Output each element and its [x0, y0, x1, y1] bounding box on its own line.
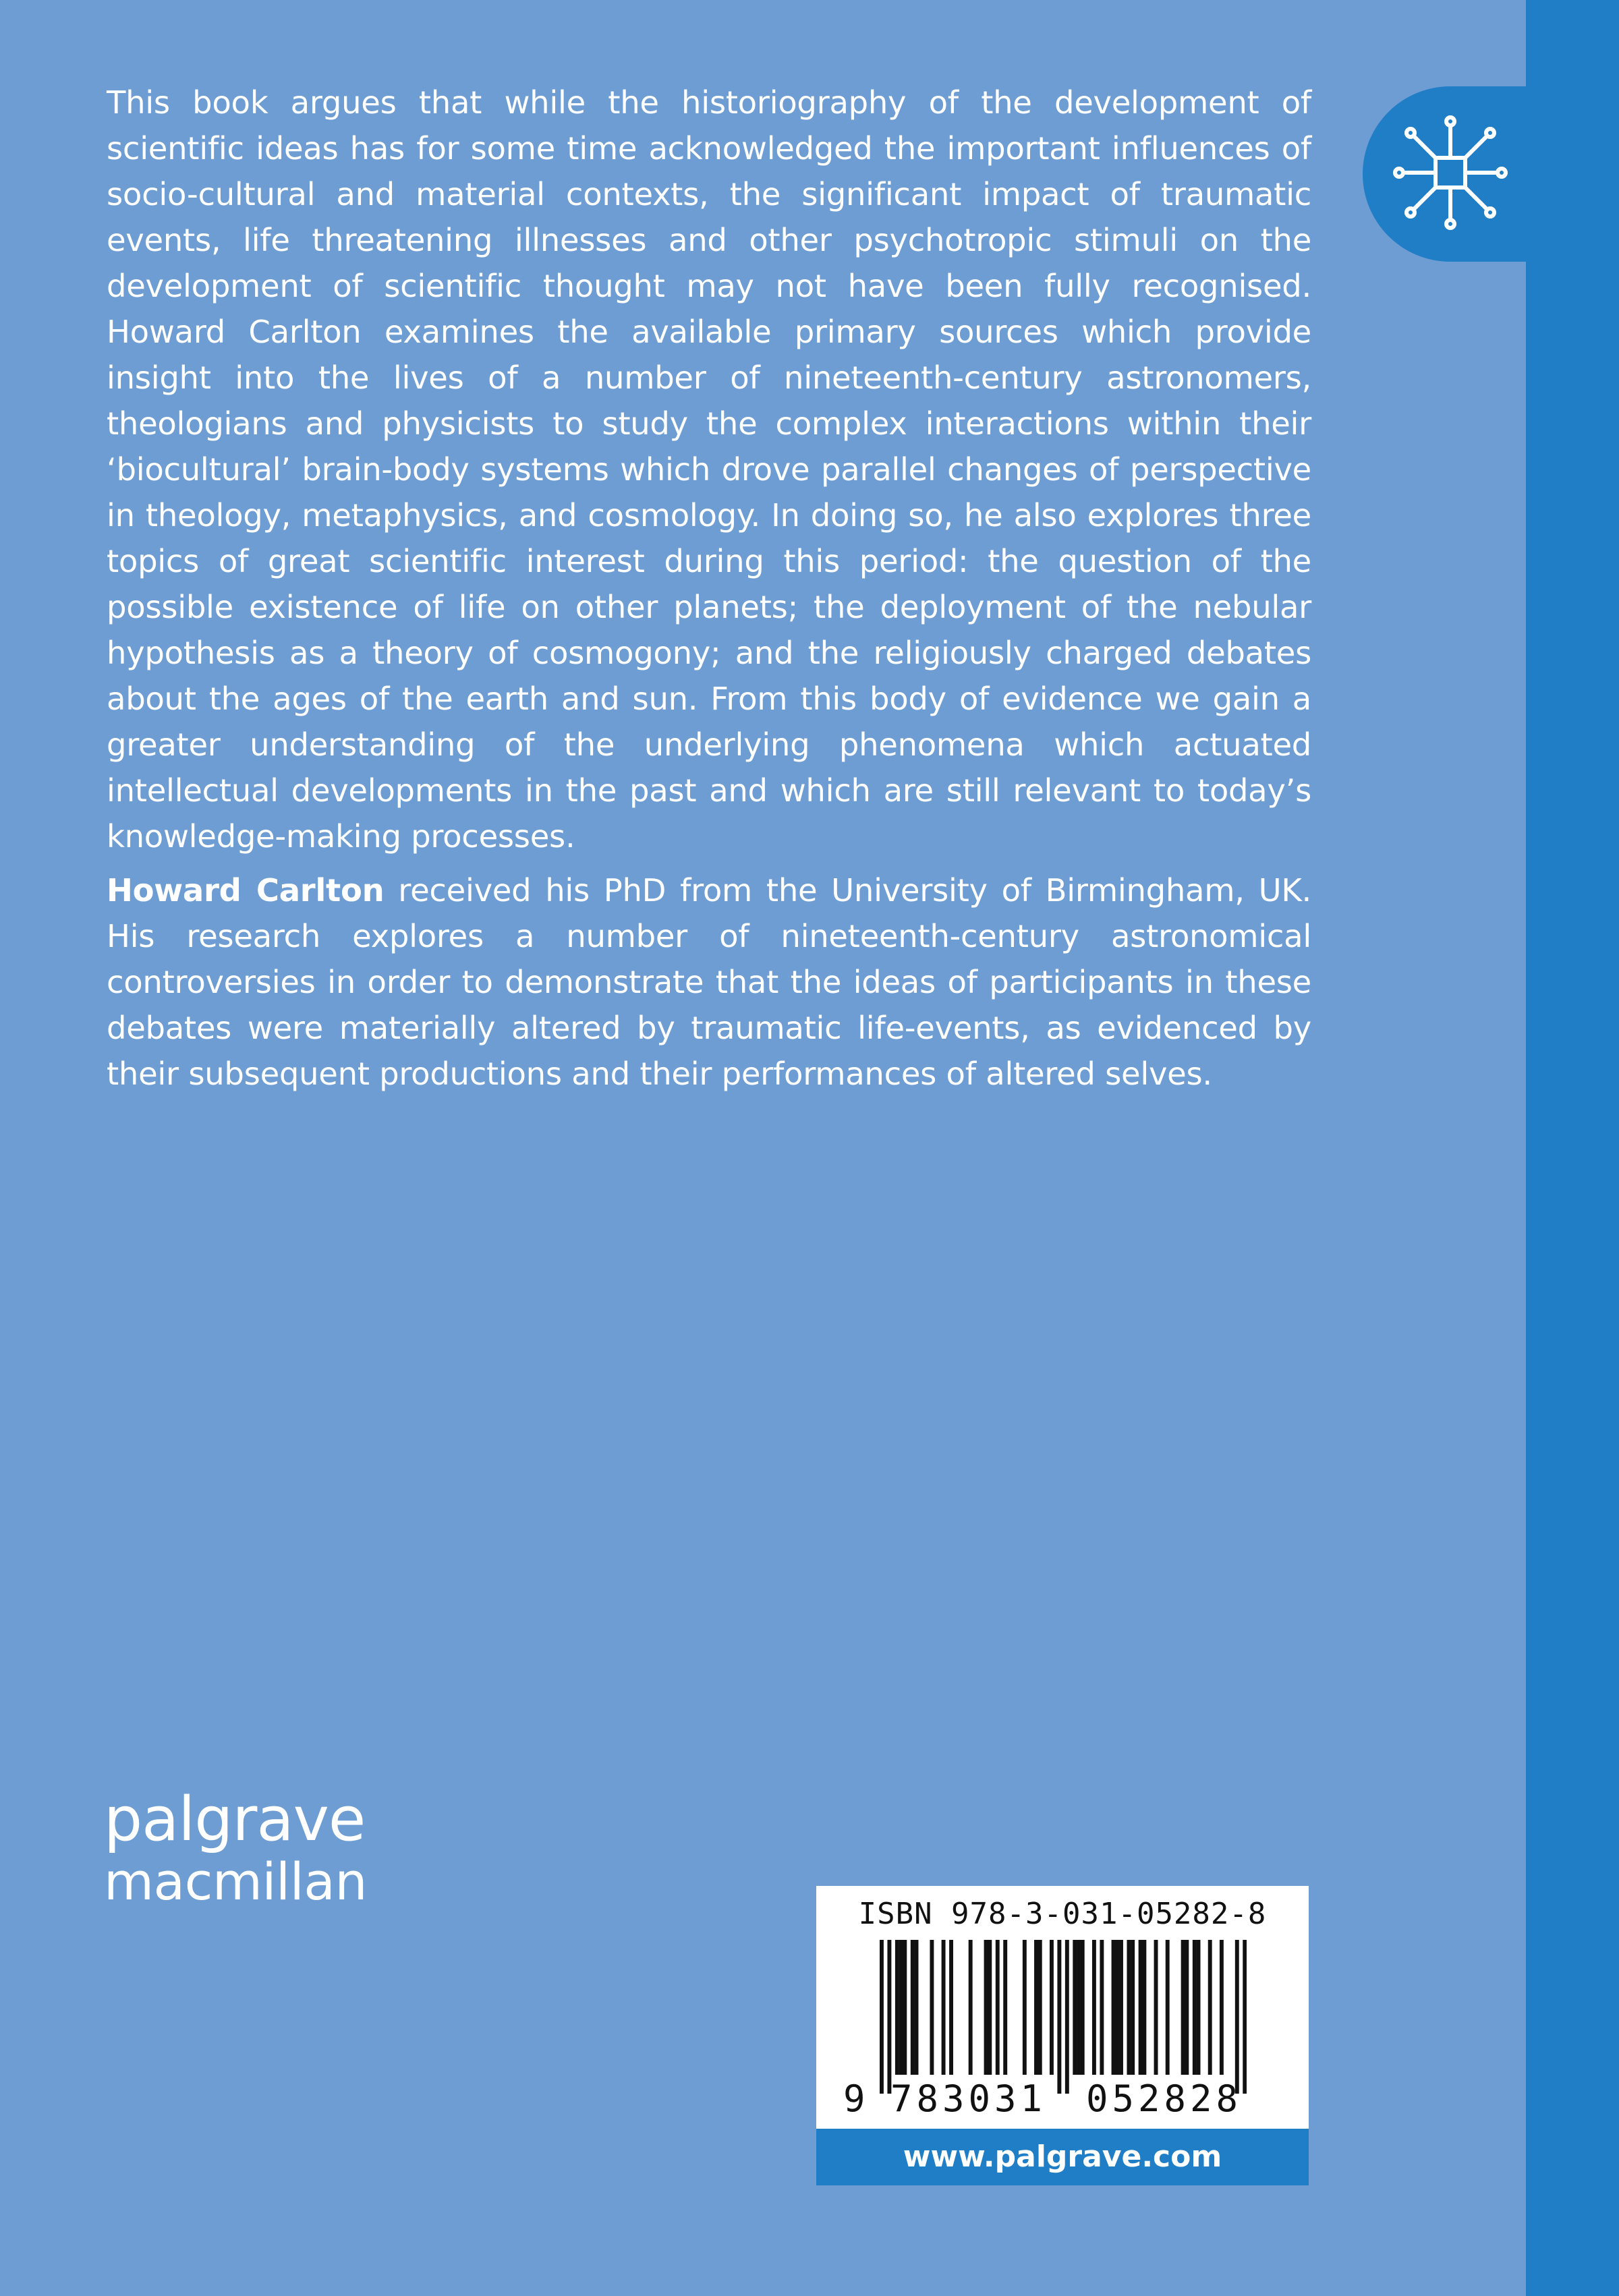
barcode-bar	[895, 1940, 899, 2075]
barcode-bar	[1181, 1940, 1185, 2075]
barcode-bar	[1023, 1940, 1027, 2075]
barcode-bar	[1081, 1940, 1085, 2075]
barcode-bar	[1220, 1940, 1224, 2075]
barcode-bar	[1243, 1940, 1247, 2094]
barcode-bar	[942, 1940, 946, 2075]
barcode-bar	[915, 1940, 919, 2075]
isbn-barcode-box	[816, 1886, 1309, 2129]
barcode-bar	[1166, 1940, 1170, 2075]
barcode-bar	[1139, 1940, 1143, 2075]
barcode-bar	[988, 1940, 992, 2075]
publisher-name-line2: macmillan	[104, 1852, 368, 1912]
barcode-bar	[1127, 1940, 1131, 2075]
book-blurb: This book argues that while the historiography of the development of scientific ideas has for some time acknowledged the important influences of socio-cultural and material contexts, the significant impact of traumatic events, life threatening illnesses and other psychotropic stimuli on the development of scientific thought may not have been fully recognised. Howard Carlton examines the available primary sources which provide insight into the lives of a number of nineteenth-century astronomers, theologians and physicists to study the complex interactions within their ‘biocultural’ brain-body systems which drove parallel changes of perspective in theology, metaphysics, and cosmology. In doing so, he also explores three topics of great scientific interest during this period: the question of the possible existence of life on other planets; the deployment of the nebular hypothesis as a theory of cosmogony; and the religiously charged debates about the ages of the earth and sun. From this body of evidence we gain a greater understanding of the underlying phenomena which actuated intellectual developments in the past and which are still relevant to today’s knowledge-making processes.	[107, 84, 1311, 855]
barcode-bar	[1235, 1940, 1239, 2094]
barcode-bar	[1154, 1940, 1158, 2075]
barcode-bar	[1092, 1940, 1096, 2075]
barcode-bar	[1077, 1940, 1081, 2075]
barcode-bar	[903, 1940, 907, 2075]
barcode-bar	[1057, 1940, 1061, 2094]
barcode-bar	[930, 1940, 934, 2075]
publisher-url: www.palgrave.com	[816, 2129, 1309, 2185]
ean-first-digit: 9	[843, 2077, 865, 2120]
barcode-bar	[969, 1940, 973, 2075]
ean-left-group: 783031	[890, 2077, 1047, 2120]
barcode-bar	[996, 1940, 1000, 2075]
author-bio	[107, 867, 1311, 1097]
barcode-bar	[1073, 1940, 1077, 2075]
isbn-number: ISBN 978-3-031-05282-8	[858, 1897, 1267, 1931]
barcode-bar	[1065, 1940, 1069, 2094]
barcode-bar	[1115, 1940, 1119, 2075]
barcode-bar	[899, 1940, 903, 2075]
publisher-logo-tab	[1363, 86, 1538, 262]
barcode-bar	[911, 1940, 915, 2075]
spine-strip	[1526, 0, 1619, 2296]
palgrave-macmillan-logo	[104, 1786, 387, 1910]
barcode-bar	[1197, 1940, 1201, 2075]
barcode-bar	[949, 1940, 953, 2075]
barcode-bar	[1185, 1940, 1189, 2075]
palgrave-network-icon	[1388, 111, 1512, 235]
author-name: Howard Carlton	[107, 872, 385, 909]
barcode-bar	[1208, 1940, 1212, 2075]
barcode-bar	[1050, 1940, 1054, 2075]
publisher-name-line1: palgrave	[104, 1784, 366, 1855]
ean-right-group: 052828	[1086, 2077, 1243, 2120]
barcode-bar	[1142, 1940, 1146, 2075]
barcode-bar	[984, 1940, 988, 2075]
barcode-bar	[1119, 1940, 1123, 2075]
barcode-bar	[1112, 1940, 1116, 2075]
barcode-bar	[880, 1940, 884, 2094]
barcode-bar	[887, 1940, 891, 2094]
barcode-bar	[1131, 1940, 1135, 2075]
author-bio-text: received his PhD from the University of Birmingham, UK. His research explores a number of nineteenth-century astronomical controversies in order to demonstrate that the ideas of participants in these debates were materially altered by traumatic life-events, as evidenced by their subsequent productions and their performances of altered selves.	[107, 872, 1311, 1092]
barcode-bar	[1193, 1940, 1197, 2075]
barcode-bar	[1003, 1940, 1007, 2075]
barcode-bar	[1034, 1940, 1038, 2075]
barcode-bar	[1038, 1940, 1042, 2075]
barcode-bars	[880, 1940, 1247, 2094]
barcode-bar	[1100, 1940, 1104, 2075]
